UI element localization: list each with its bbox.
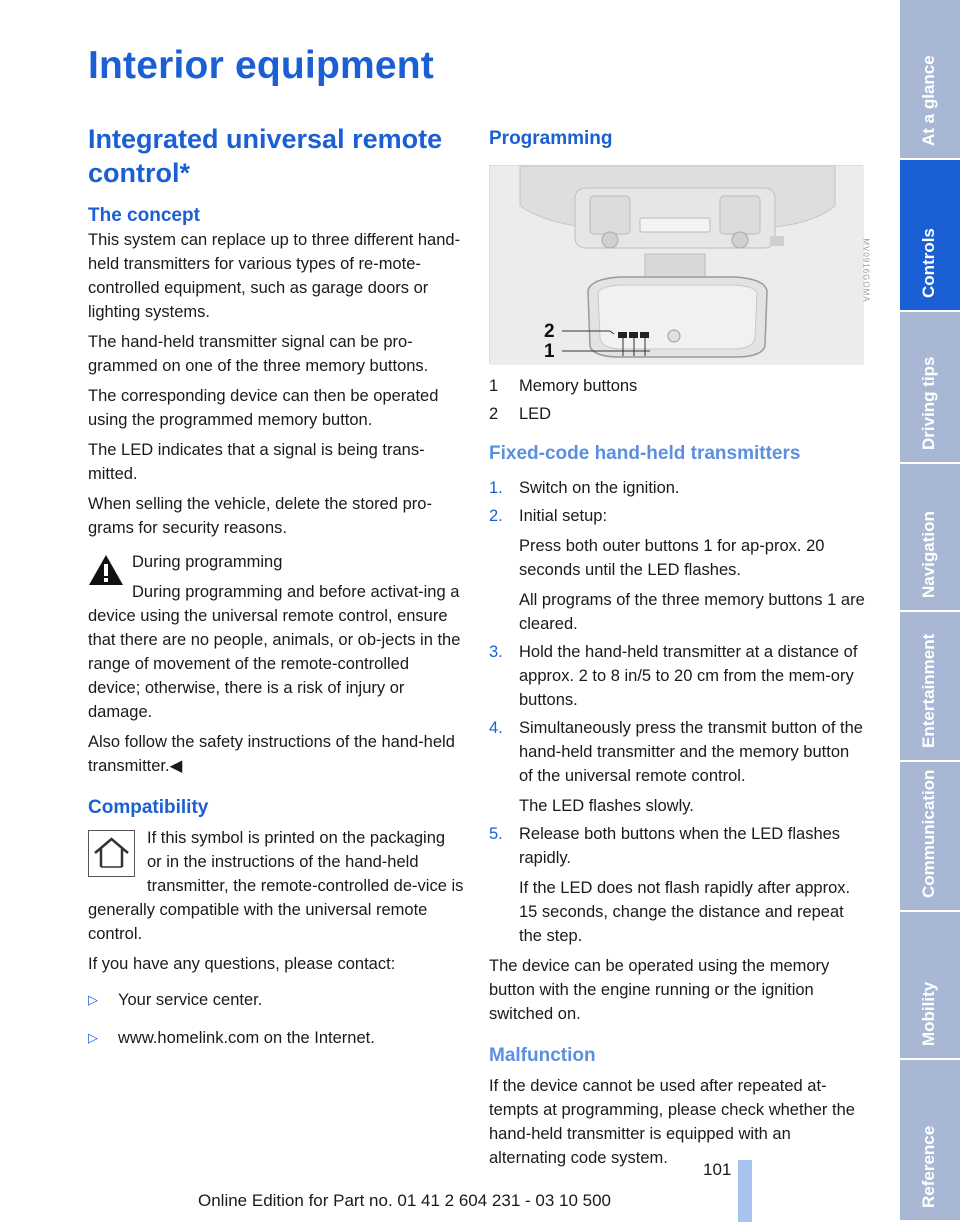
fixed-code-title: Fixed-code hand-held transmitters	[489, 443, 801, 464]
bullet-triangle-icon: ▷	[88, 992, 98, 1007]
tab-communication[interactable]: Communication	[900, 762, 960, 912]
rearview-mirror-figure	[489, 165, 871, 364]
step-item: 1. Switch on the ignition.	[489, 479, 680, 497]
chapter-tabs	[900, 0, 960, 1222]
concept-para: The hand-held transmitter signal can be pro-grammed on one of the three memory buttons.	[88, 333, 429, 375]
tab-driving-tips[interactable]: Driving tips	[900, 312, 960, 464]
warning-heading: During programming	[132, 553, 283, 571]
legend-item: 2 LED	[489, 405, 552, 423]
compatibility-title: Compatibility	[88, 797, 209, 818]
contact-item: ▷ www.homelink.com on the Internet.	[88, 1026, 464, 1050]
warning-block	[88, 550, 464, 724]
page-marker	[738, 1160, 752, 1222]
garage-door-icon	[88, 830, 135, 877]
tab-navigation[interactable]: Navigation	[900, 464, 960, 612]
footer-text: Online Edition for Part no. 01 41 2 604 231 - 03 10 500	[198, 1191, 612, 1210]
concept-para: When selling the vehicle, delete the stored pro-grams for security reasons.	[88, 495, 432, 537]
malfunction-title: Malfunction	[489, 1045, 596, 1066]
step-item: 5. Release both buttons when the LED flashes rapidly. If the LED does not flash rapidly after approx. 15 seconds, change the distance and repeat the step.	[489, 825, 851, 945]
concept-para: This system can replace up to three different hand-held transmitters for various types of re-mote-controlled equipment, such as garage doors or lighting systems.	[88, 231, 461, 321]
safety-note: Also follow the safety instructions of the hand-held transmitter.◀	[88, 733, 455, 775]
figure-callout-led: 2	[544, 321, 555, 342]
contact-item: ▷ Your service center.	[88, 988, 464, 1012]
figure-code: MV0916GOMA	[861, 238, 871, 303]
step-item: 4. Simultaneously press the transmit button of the hand-held transmitter and the memory button of the universal remote control. The LED flashes slowly.	[489, 719, 863, 815]
programming-title: Programming	[489, 128, 613, 149]
malfunction-text: If the device cannot be used after repeated at-tempts at programming, please check whether the hand-held transmitter is equipped with an alternating code system.	[489, 1077, 855, 1167]
concept-para: The corresponding device can then be operated using the programmed memory button.	[88, 387, 439, 429]
tab-reference[interactable]: Reference	[900, 1060, 960, 1222]
compatibility-text: If this symbol is printed on the packaging or in the instructions of the hand-held transmitter, the remote-controlled de-vice is generally compatible with the universal remote control.	[88, 829, 464, 943]
page-number: 101	[703, 1160, 732, 1179]
page-title: Interior equipment	[88, 44, 434, 87]
right-column	[489, 122, 871, 1170]
bullet-triangle-icon: ▷	[88, 1030, 98, 1045]
left-column	[88, 122, 464, 1050]
concept-para: The LED indicates that a signal is being trans-mitted.	[88, 441, 425, 483]
compatibility-block	[88, 826, 464, 946]
tab-mobility[interactable]: Mobility	[900, 912, 960, 1060]
warning-icon	[88, 554, 124, 586]
warning-text: During programming and before activat-ing a device using the universal remote control, ensure that there are no people, animals, or ob-jects in the range of movement of the remote-controlled device; otherwise, there is a risk of injury or damage.	[88, 583, 461, 721]
figure-callout-memory: 1	[544, 341, 555, 362]
step-item: 2. Initial setup: Press both outer buttons 1 for ap-prox. 20 seconds until the LED flashes. All programs of the three memory buttons 1 are cleared.	[489, 507, 865, 633]
section-title: Integrated universal remote control*	[88, 124, 443, 188]
concept-title: The concept	[88, 205, 200, 226]
legend-item: 1 Memory buttons	[489, 377, 638, 395]
tab-at-a-glance[interactable]: At a glance	[900, 0, 960, 160]
tab-controls[interactable]: Controls	[900, 160, 960, 312]
after-steps-text: The device can be operated using the memory button with the engine running or the ignition switched on.	[489, 957, 830, 1023]
tab-entertainment[interactable]: Entertainment	[900, 612, 960, 762]
questions-text: If you have any questions, please contact:	[88, 955, 396, 973]
step-item: 3. Hold the hand-held transmitter at a distance of approx. 2 to 8 in/5 to 20 cm from the mem-ory buttons.	[489, 643, 858, 709]
